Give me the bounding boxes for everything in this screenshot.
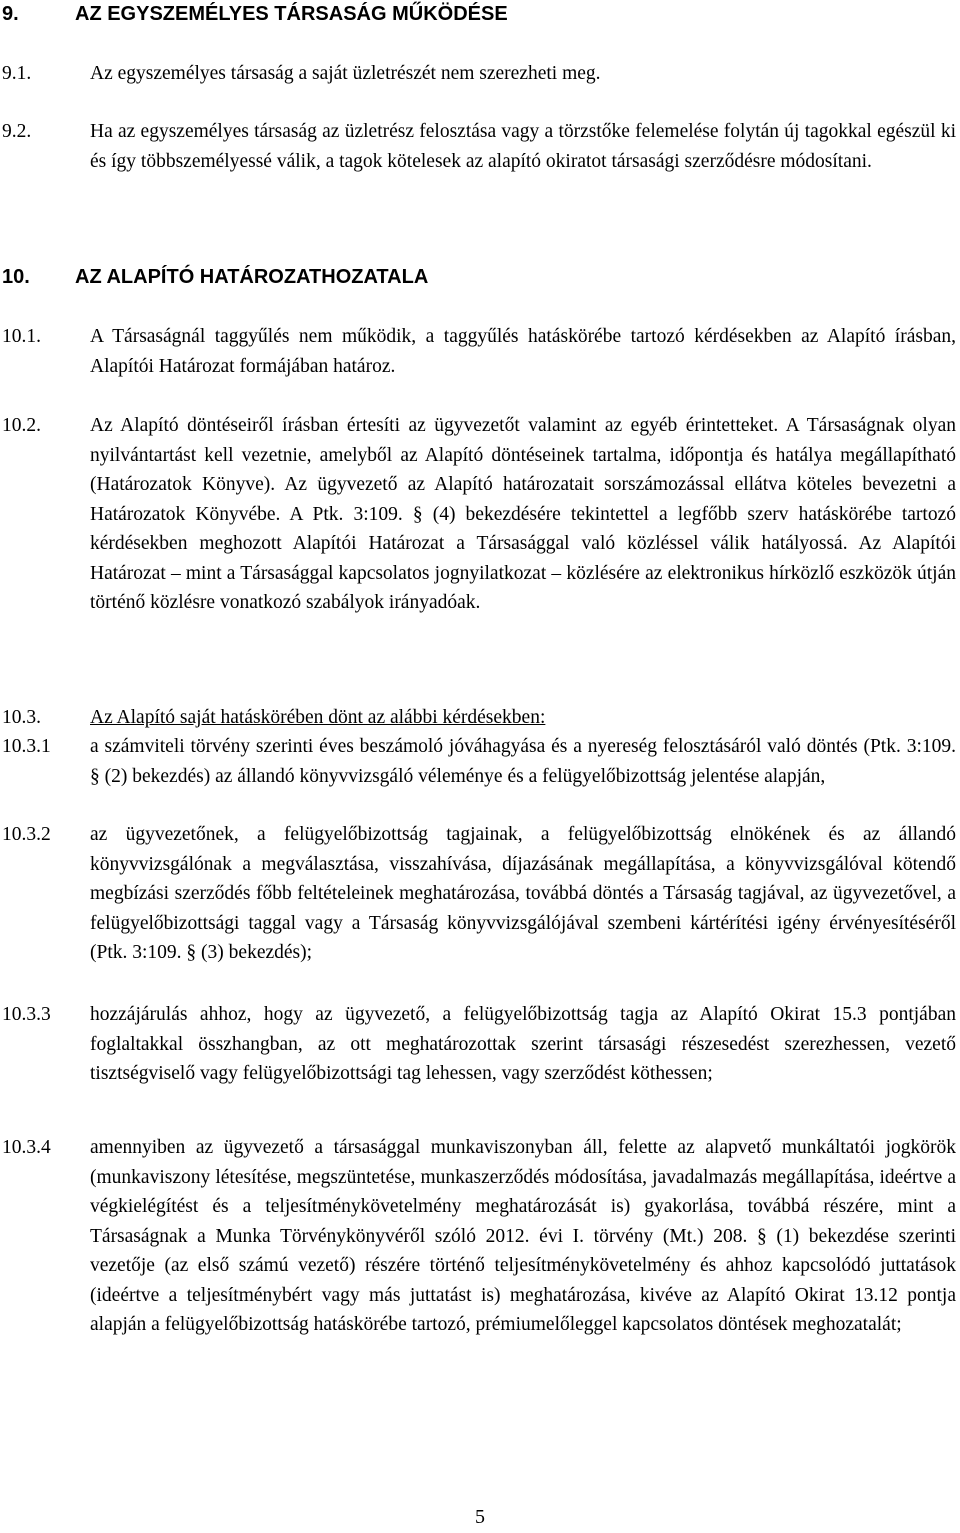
paragraph-number: 9.2. [2,121,32,142]
paragraph-text: A Társaságnál taggyűlés nem működik, a taggyűlés hatáskörébe tartozó kérdésekben az Alapító írásban, Alapítói Határozat formájában határoz. [90,326,956,377]
list-item-text: az ügyvezetőnek, a felügyelőbizottság tagjainak, a felügyelőbizottság elnökének és az állandó könyvvizsgálónak a megválasztása, visszahívása, díjazásának megállapítása, a könyvvizsgálóval kötendő megbízási szerződés főbb feltételeinek meghatározása, továbbá döntés a Társaság tagjával, az ügyvezetővel, a felügyelőbizottsági taggal vagy a Társaság könyvvizsgálójával szembeni kártérítési igény érvényesítéséről (Ptk. 3:109. § (3) bekezdés); [90,824,956,963]
list-item-number: 10.3.3 [2,1004,51,1025]
paragraph-number: 10.1. [2,326,41,347]
list-item-number: 10.3.4 [2,1137,51,1158]
section-title: AZ EGYSZEMÉLYES TÁRSASÁG MŰKÖDÉSE [75,3,508,25]
paragraph-text: Az Alapító saját hatáskörében dönt az alábbi kérdésekben: [90,707,546,728]
section-number: 10. [2,266,30,288]
list-item-text: hozzájárulás ahhoz, hogy az ügyvezető, a felügyelőbizottság tagja az Alapító Okirat 15.3 pontjában foglaltakkal összhangban, az ott meghatározottak szerint társasági részesedést szerezhessen, vezető tisztségviselő vagy felügyelőbizottsági tag lehessen, vagy szerződést köthessen; [90,1004,956,1084]
paragraph-text: Az Alapító döntéseiről írásban értesíti az ügyvezetőt valamint az egyéb érintetteket. A Társaságnak olyan nyilvántartást kell vezetnie, amelyből az Alapító döntéseinek tartalma, időpontja és hatálya megállapítható (Határozatok Könyve). Az ügyvezető az Alapító határozatait sorszámozással ellátva köteles bevezetni a Határozatok Könyvébe. A Ptk. 3:109. § (4) bekezdésére tekintettel a legfőbb szerv hatáskörébe tartozó kérdésekben meghozott Alapítói Határozat a Társasággal való közléssel válik hatályossá. Az Alapítói Határozat – mint a Társasággal kapcsolatos jognyilatkozat – közlésére az elektronikus hírközlő eszközök útján történő közlésre vonatkozó szabályok irányadóak. [90,415,956,613]
paragraph-number: 10.2. [2,415,41,436]
paragraph-number: 10.3. [2,707,41,728]
paragraph-text: Ha az egyszemélyes társaság az üzletrész felosztása vagy a törzstőke felemelése folytán új tagokkal egészül ki és így többszemélyessé válik, a tagok kötelesek az alapító okiratot társasági szerződésre módosítani. [90,121,956,172]
list-item-number: 10.3.1 [2,736,51,757]
paragraph-number: 9.1. [2,63,32,84]
list-item-text: a számviteli törvény szerinti éves beszámoló jóváhagyása és a nyereség felosztásáról való döntés (Ptk. 3:109. § (2) bekezdés) az állandó könyvvizsgáló véleménye és a felügyelőbizottság jelentése alapján, [90,736,956,787]
section-title: AZ ALAPÍTÓ HATÁROZATHOZATALA [75,266,429,288]
paragraph-text: Az egyszemélyes társaság a saját üzletrészét nem szerezheti meg. [90,63,601,84]
list-item-text: amennyiben az ügyvezető a társasággal munkaviszonyban áll, felette az alapvető munkáltatói jogkörök (munkaviszony létesítése, megszüntetése, munkaszerződés módosítása, javadalmazás megállapítása, ideértve a végkielégítést és a teljesítménykövetelmény meghatározását is) gyakorlása, továbbá részére, mint a Társaságnak a Munka Törvénykönyvéről szóló 2012. évi I. törvény (Mt.) 208. § (1) bekezdése szerinti vezetője (az első számú vezető) részére történő teljesítménykövetelmény és ahhoz kapcsolódó juttatások (ideértve a teljesítménybért vagy más juttatást is) meghatározása, kivéve az Alapító Okirat 13.12 pontja alapján a felügyelőbizottság hatáskörébe tartozó, prémiumelőleggel kapcsolatos döntések meghozatalát; [90,1137,956,1335]
page-number: 5 [475,1506,485,1528]
section-number: 9. [2,3,19,25]
list-item-number: 10.3.2 [2,824,51,845]
